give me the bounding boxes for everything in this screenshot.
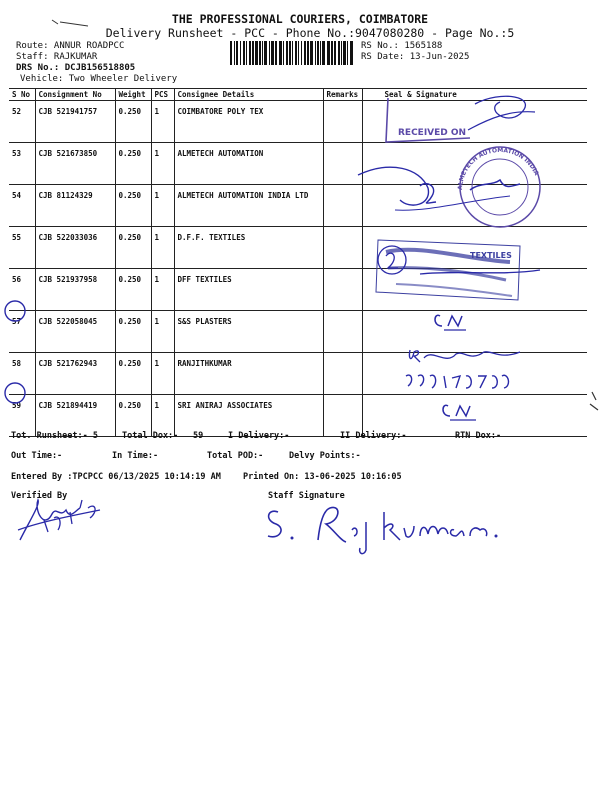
- cell-consignment: CJB 521673850: [35, 143, 115, 185]
- cell-weight: 0.250: [115, 143, 151, 185]
- company-title: THE PROFESSIONAL COURIERS, COIMBATORE: [171, 12, 429, 26]
- barcode-bar: [283, 41, 284, 65]
- barcode-bar: [343, 41, 346, 65]
- barcode-bar: [240, 41, 241, 65]
- barcode-bar: [350, 41, 353, 65]
- cell-pcs: 1: [151, 353, 174, 395]
- barcode-bar: [304, 41, 306, 65]
- svg-text:TEXTILES: TEXTILES: [470, 251, 512, 260]
- out-time: Out Time:-: [11, 451, 63, 461]
- cell-consignee: ALMETECH AUTOMATION INDIA LTD: [174, 185, 323, 227]
- barcode-bar: [310, 41, 313, 65]
- cell-remarks: [323, 353, 362, 395]
- barcode-bar: [322, 41, 325, 65]
- runsheet-table: [9, 88, 587, 437]
- total-dox-label: Total Dox:-: [122, 431, 179, 441]
- barcode-bar: [286, 41, 288, 65]
- cell-consignee: DFF TEXTILES: [174, 269, 323, 311]
- barcode-bar: [331, 41, 333, 65]
- staff-label: Staff: RAJKUMAR: [16, 52, 98, 62]
- cell-pcs: 1: [151, 101, 174, 143]
- drs-number: DRS No.: DCJB156518805: [16, 63, 136, 73]
- barcode-bar: [243, 41, 245, 65]
- barcode-bar: [341, 41, 342, 65]
- cell-consignment: CJB 521941757: [35, 101, 115, 143]
- barcode-bar: [236, 41, 238, 65]
- cell-weight: 0.250: [115, 353, 151, 395]
- table-row: [9, 143, 587, 185]
- barcode-bar: [264, 41, 267, 65]
- table-row: [9, 353, 587, 395]
- ii-delivery: II Delivery:-: [340, 431, 407, 441]
- cell-pcs: 1: [151, 227, 174, 269]
- cell-sno: 57: [9, 311, 35, 353]
- cell-weight: 0.250: [115, 269, 151, 311]
- barcode-bar: [252, 41, 254, 65]
- barcode-bar: [315, 41, 316, 65]
- cell-weight: 0.250: [115, 311, 151, 353]
- barcode-bar: [246, 41, 247, 65]
- barcode-bar: [259, 41, 261, 65]
- cell-pcs: 1: [151, 269, 174, 311]
- barcode-bar: [230, 41, 232, 65]
- cell-consignee: RANJITHKUMAR: [174, 353, 323, 395]
- barcode-bar: [234, 41, 235, 65]
- table-row: [9, 227, 587, 269]
- barcode-bar: [307, 41, 309, 65]
- col-header-seal-signature: Seal & Signature: [362, 89, 587, 101]
- barcode-bar: [262, 41, 263, 65]
- printed-on: Printed On: 13-06-2025 10:16:05: [243, 472, 402, 482]
- cell-seal-signature: [362, 101, 587, 143]
- cell-seal-signature: [362, 311, 587, 353]
- table-row: [9, 185, 587, 227]
- cell-pcs: 1: [151, 185, 174, 227]
- cell-consignee: COIMBATORE POLY TEX: [174, 101, 323, 143]
- route-label: Route: ANNUR ROADPCC: [16, 41, 125, 51]
- staff-signature-label: Staff Signature: [268, 491, 345, 501]
- cell-sno: 56: [9, 269, 35, 311]
- cell-pcs: 1: [151, 395, 174, 437]
- cell-consignment: CJB 521894419: [35, 395, 115, 437]
- cell-sno: 54: [9, 185, 35, 227]
- barcode-bar: [249, 41, 251, 65]
- cell-seal-signature: [362, 185, 587, 227]
- table-header-row: [9, 89, 587, 101]
- vehicle-label: Vehicle: Two Wheeler Delivery: [20, 74, 178, 84]
- cell-remarks: [323, 101, 362, 143]
- barcode-bar: [295, 41, 297, 65]
- cell-pcs: 1: [151, 143, 174, 185]
- cell-consignee: ALMETECH AUTOMATION: [174, 143, 323, 185]
- cell-remarks: [323, 269, 362, 311]
- col-header-consignee: Consignee Details: [174, 89, 323, 101]
- total-dox-value: 59: [193, 431, 204, 441]
- cell-consignee: S&S PLASTERS: [174, 311, 323, 353]
- barcode-bar: [279, 41, 282, 65]
- cell-consignment: CJB 521762943: [35, 353, 115, 395]
- barcode-bar: [289, 41, 291, 65]
- cell-sno: 55: [9, 227, 35, 269]
- cell-consignment: CJB 522033036: [35, 227, 115, 269]
- i-delivery: I Delivery:-: [228, 431, 290, 441]
- svg-text:ALMETECH AUTOMATION INDIA: ALMETECH AUTOMATION INDIA: [456, 146, 540, 191]
- cell-consignee: SRI ANIRAJ ASSOCIATES: [174, 395, 323, 437]
- cell-remarks: [323, 143, 362, 185]
- barcode-bar: [298, 41, 299, 65]
- col-header-remarks: Remarks: [323, 89, 362, 101]
- table-row: [9, 269, 587, 311]
- cell-sno: 58: [9, 353, 35, 395]
- cell-weight: 0.250: [115, 395, 151, 437]
- cell-consignment: CJB 521937958: [35, 269, 115, 311]
- rtn-dox: RTN Dox:-: [455, 431, 502, 441]
- barcode: [230, 41, 356, 65]
- cell-seal-signature: [362, 353, 587, 395]
- cell-weight: 0.250: [115, 227, 151, 269]
- delvy-points: Delvy Points:-: [289, 451, 361, 461]
- verified-by-label: Verified By: [11, 491, 68, 501]
- barcode-bar: [275, 41, 277, 65]
- edge-marks: [590, 392, 598, 410]
- cell-pcs: 1: [151, 311, 174, 353]
- barcode-bar: [338, 41, 340, 65]
- rs-date: RS Date: 13-Jun-2025: [361, 52, 470, 62]
- table-row: [9, 101, 587, 143]
- cell-seal-signature: [362, 143, 587, 185]
- col-header-weight: Weight: [115, 89, 151, 101]
- rs-number: RS No.: 1565188: [361, 41, 443, 51]
- staff-signature: [268, 507, 498, 553]
- col-header-pcs: PCS: [151, 89, 174, 101]
- cell-consignment: CJB 81124329: [35, 185, 115, 227]
- in-time: In Time:-: [112, 451, 159, 461]
- col-header-consignment: Consignment No: [35, 89, 115, 101]
- barcode-bar: [317, 41, 319, 65]
- cell-consignment: CJB 522058045: [35, 311, 115, 353]
- barcode-bar: [327, 41, 330, 65]
- cell-seal-signature: [362, 227, 587, 269]
- cell-remarks: [323, 311, 362, 353]
- cell-remarks: [323, 185, 362, 227]
- cell-consignee: D.F.F. TEXTILES: [174, 227, 323, 269]
- barcode-bar: [334, 41, 336, 65]
- table-row: [9, 311, 587, 353]
- tot-runsheet: Tot. Runsheet:- 5: [11, 431, 98, 441]
- svg-text:RECEIVED ON: RECEIVED ON: [398, 128, 467, 138]
- cell-sno: 53: [9, 143, 35, 185]
- col-header-sno: S No: [9, 89, 35, 101]
- cell-remarks: [323, 227, 362, 269]
- entered-by: Entered By :TPCPCC 06/13/2025 10:14:19 AM: [11, 472, 221, 482]
- total-pod: Total POD:-: [207, 451, 264, 461]
- barcode-bar: [292, 41, 293, 65]
- barcode-bar: [271, 41, 274, 65]
- barcode-bar: [255, 41, 258, 65]
- barcode-bar: [320, 41, 321, 65]
- cell-weight: 0.250: [115, 185, 151, 227]
- runsheet-subtitle: Delivery Runsheet - PCC - Phone No.:9047080280 - Page No.:5: [105, 26, 515, 40]
- cell-seal-signature: [362, 269, 587, 311]
- barcode-bar: [301, 41, 302, 65]
- cell-sno: 52: [9, 101, 35, 143]
- cell-sno: 59: [9, 395, 35, 437]
- cell-weight: 0.250: [115, 101, 151, 143]
- barcode-bar: [347, 41, 348, 65]
- barcode-bar: [269, 41, 270, 65]
- verified-signature: [18, 500, 100, 540]
